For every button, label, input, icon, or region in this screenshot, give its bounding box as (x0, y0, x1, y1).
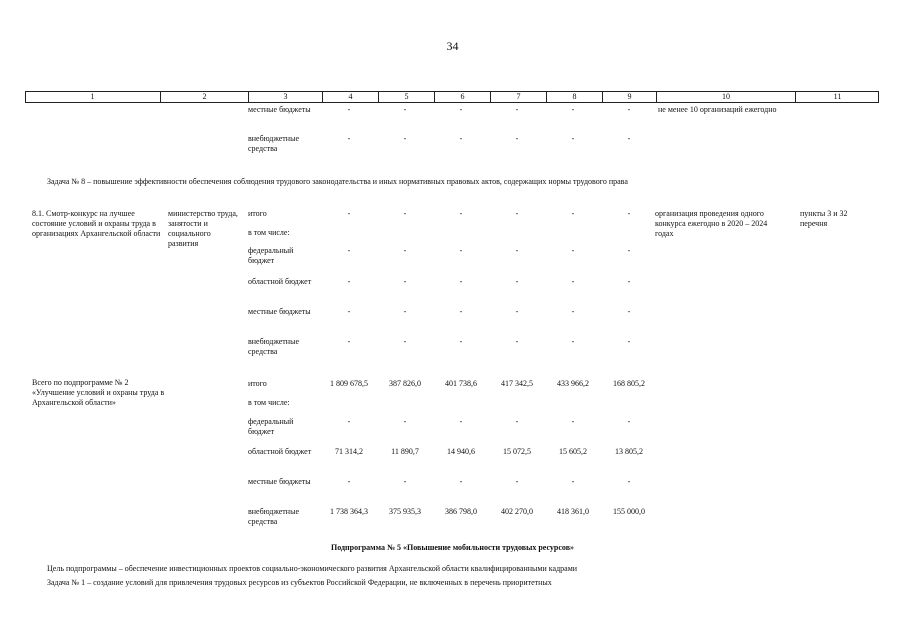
continuation-value-cell: - (347, 134, 351, 143)
header-col-9: 9 (602, 92, 656, 102)
goal-text: Цель подпрограммы – обеспечение инвестиционных проектов социально-экономического развития Архангельской области квалифицированными кадрами (47, 564, 578, 573)
total-value-cell: 1 738 364,3 (330, 507, 368, 516)
item-8-1-row-label: областной бюджет (248, 277, 312, 286)
total-value-cell: - (627, 477, 631, 486)
item-8-1-value-cell: - (459, 337, 463, 346)
total-value-cell: - (571, 477, 575, 486)
total-row-label: местные бюджеты (248, 477, 311, 486)
item-8-1-value-cell: - (571, 246, 575, 255)
continuation-row-label: местные бюджеты (248, 105, 311, 114)
item-8-1-value-cell: - (571, 209, 575, 218)
header-col-4: 4 (322, 92, 378, 102)
total-value-cell: 433 966,2 (557, 379, 589, 388)
total-value-cell: 155 000,0 (613, 507, 645, 516)
item-8-1-value-cell: - (347, 246, 351, 255)
total-value-cell: 402 270,0 (501, 507, 533, 516)
total-value-cell: 1 809 678,5 (330, 379, 368, 388)
item-8-1-row-label: итого (248, 209, 267, 218)
item-8-1-value-cell: - (515, 209, 519, 218)
item-8-1-value-cell: - (403, 337, 407, 346)
item-8-1-name: 8.1. Смотр-конкурс на лучшее состояние условий и охраны труда в организациях Архангельской области (32, 209, 161, 238)
item-8-1-value-cell: - (459, 246, 463, 255)
total-row-label: областной бюджет (248, 447, 312, 456)
item-8-1-value-cell: - (515, 337, 519, 346)
header-col-3: 3 (248, 92, 322, 102)
total-value-cell: 386 798,0 (445, 507, 477, 516)
item-8-1-value-cell: - (347, 209, 351, 218)
header-col-8: 8 (546, 92, 602, 102)
header-col-2: 2 (160, 92, 248, 102)
total-value-cell: 387 826,0 (389, 379, 421, 388)
item-8-1-row-label: федеральный бюджет (248, 246, 294, 265)
continuation-value-cell: - (403, 105, 407, 114)
total-value-cell: 14 940,6 (447, 447, 475, 456)
total-row-label: внебюджетные средства (248, 507, 299, 526)
item-8-1-value-cell: - (459, 307, 463, 316)
item-8-1-value-cell: - (403, 209, 407, 218)
item-8-1-value-cell: - (627, 246, 631, 255)
continuation-value-cell: - (627, 105, 631, 114)
header-col-10: 10 (656, 92, 795, 102)
total-value-cell: - (515, 477, 519, 486)
header-col-6: 6 (434, 92, 490, 102)
header-col-5: 5 (378, 92, 434, 102)
total-value-cell: - (459, 477, 463, 486)
item-8-1-value-cell: - (571, 277, 575, 286)
item-8-1-executor: министерство труда, занятости и социального развития (168, 209, 238, 248)
item-8-1-link: пункты 3 и 32 перечня (800, 209, 848, 228)
total-value-cell: 401 738,6 (445, 379, 477, 388)
item-8-1-value-cell: - (403, 246, 407, 255)
item-8-1-value-cell: - (571, 337, 575, 346)
item-8-1-value-cell: - (515, 277, 519, 286)
item-8-1-value-cell: - (627, 209, 631, 218)
total-value-cell: 13 805,2 (615, 447, 643, 456)
item-8-1-value-cell: - (403, 307, 407, 316)
continuation-value-cell: - (347, 105, 351, 114)
total-value-cell: 418 361,0 (557, 507, 589, 516)
total-row-label: федеральный бюджет (248, 417, 294, 436)
item-8-1-value-cell: - (459, 277, 463, 286)
total-value-cell: 11 890,7 (391, 447, 419, 456)
continuation-row-label: внебюджетные средства (248, 134, 299, 153)
total-row-label: в том числе: (248, 398, 290, 407)
item-8-1-value-cell: - (515, 307, 519, 316)
header-col-11: 11 (795, 92, 879, 102)
table-header-row (25, 91, 879, 103)
total-name: Всего по подпрограмме № 2 «Улучшение условий и охраны труда в Архангельской области» (32, 378, 165, 407)
item-8-1-value-cell: - (627, 337, 631, 346)
total-value-cell: 417 342,5 (501, 379, 533, 388)
item-8-1-row-label: внебюджетные средства (248, 337, 299, 356)
continuation-value-cell: - (403, 134, 407, 143)
item-8-1-value-cell: - (627, 277, 631, 286)
continuation-value-cell: - (459, 134, 463, 143)
continuation-value-cell: - (515, 134, 519, 143)
item-8-1-row-label: местные бюджеты (248, 307, 311, 316)
header-col-1: 1 (90, 92, 95, 101)
item-8-1-value-cell: - (571, 307, 575, 316)
header-col-7: 7 (490, 92, 546, 102)
total-value-cell: 15 072,5 (503, 447, 531, 456)
total-value-cell: 168 805,2 (613, 379, 645, 388)
total-value-cell: - (571, 417, 575, 426)
item-8-1-value-cell: - (347, 277, 351, 286)
page-number: 34 (446, 39, 459, 53)
item-8-1-value-cell: - (347, 307, 351, 316)
task-8-heading: Задача № 8 – повышение эффективности обеспечения соблюдения трудового законодательства и иных нормативных правовых актов, содержащих нормы трудового права (47, 177, 628, 186)
item-8-1-value-cell: - (459, 209, 463, 218)
total-value-cell: - (347, 477, 351, 486)
continuation-value-cell: - (571, 105, 575, 114)
item-8-1-value-cell: - (347, 337, 351, 346)
item-8-1-value-cell: - (515, 246, 519, 255)
task-1-text: Задача № 1 – создание условий для привлечения трудовых ресурсов из субъектов Российской Федерации, не включенных в перечень приоритетных (47, 578, 552, 587)
total-value-cell: 15 605,2 (559, 447, 587, 456)
total-value-cell: 375 935,3 (389, 507, 421, 516)
total-value-cell: - (459, 417, 463, 426)
total-value-cell: - (347, 417, 351, 426)
continuation-row-note: не менее 10 организаций ежегодно (658, 105, 777, 114)
item-8-1-value-cell: - (403, 277, 407, 286)
item-8-1-value-cell: - (627, 307, 631, 316)
total-value-cell: - (627, 417, 631, 426)
subprogram-title: Подпрограмма № 5 «Повышение мобильности трудовых ресурсов» (330, 543, 575, 552)
continuation-value-cell: - (571, 134, 575, 143)
total-value-cell: 71 314,2 (335, 447, 363, 456)
total-row-label: итого (248, 379, 267, 388)
continuation-value-cell: - (627, 134, 631, 143)
total-value-cell: - (403, 477, 407, 486)
total-value-cell: - (403, 417, 407, 426)
item-8-1-row-label: в том числе: (248, 228, 290, 237)
continuation-value-cell: - (459, 105, 463, 114)
item-8-1-result: организация проведения одного конкурса ежегодно в 2020 – 2024 годах (655, 209, 768, 238)
total-value-cell: - (515, 417, 519, 426)
continuation-value-cell: - (515, 105, 519, 114)
